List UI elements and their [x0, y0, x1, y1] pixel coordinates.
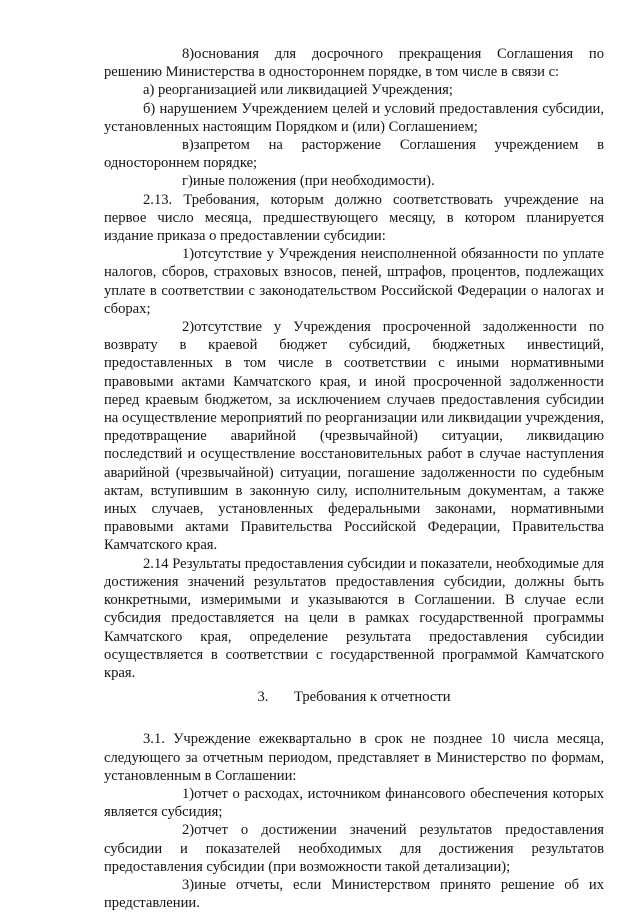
paragraph-v [104, 136, 604, 172]
section-title: Требования к отчетности [293, 689, 451, 706]
document-body [104, 45, 604, 912]
item-number: 1) [182, 785, 195, 802]
paragraph-text: запретом на расторжение Соглашения учреждением в одностороннем порядке; [104, 137, 604, 172]
paragraph-text: иные положения (при необходимости). [192, 173, 435, 190]
paragraph-2-13 [104, 191, 604, 246]
paragraph-3-1-3 [104, 876, 604, 912]
paragraph-text: 2.13. Требования, которым должно соответствовать учреждение на первое число месяца, предшествующего месяцу, в котором планируется издание приказа о предоставлении субсидии: [104, 191, 604, 245]
paragraph-a [104, 81, 604, 99]
paragraph-8 [104, 45, 604, 81]
item-number: 8) [182, 46, 195, 62]
paragraph-2-13-1 [104, 245, 604, 318]
section-heading [104, 688, 604, 706]
section-number: 3. [257, 689, 269, 706]
paragraph-2-13-2 [104, 318, 604, 555]
item-number: 2) [182, 319, 195, 336]
paragraph-text: отсутствие у Учреждения неисполненной обязанности по уплате налогов, сборов, страховых взносов, пеней, штрафов, процентов, подлежащих уплате в соответствии с законодательством Российской Федерации о налогах и сборах; [104, 246, 604, 317]
paragraph-text: основания для досрочного прекращения Соглашения по решению Министерства в одностороннем порядке, в том числе в связи с: [104, 46, 604, 81]
item-number: 2) [182, 822, 195, 839]
paragraph-text: 2.14 Результаты предоставления субсидии и показатели, необходимые для достижения значений результатов предоставления субсидии, должны быть конкретными, измеримыми и указываются в Соглашении. В случае если субсидия предоставляется на цели в рамках государственной программы Камчатского края, определение результата предоставления субсидии осуществляется в соответствии с государственной программой Камчатского края. [104, 555, 604, 681]
paragraph-text: отчет о достижении значений результатов предоставления субсидии и показателей необходимых для достижения результатов предоставления субсидии (при возможности такой детализации); [104, 822, 604, 875]
item-number: 3) [182, 876, 195, 893]
item-number: г) [182, 173, 193, 190]
item-number: в) [182, 137, 194, 154]
paragraph-text: а) реорганизацией или ликвидацией Учреждения; [143, 82, 453, 99]
paragraph-2-14 [104, 555, 604, 682]
paragraph-text: б) нарушением Учреждением целей и условий предоставления субсидии, установленных настоящим Порядком и (или) Соглашением; [104, 100, 604, 135]
paragraph-3-1-2 [104, 821, 604, 876]
paragraph-text: отчет о расходах, источником финансового обеспечения которых является субсидия; [104, 785, 604, 821]
paragraph-g [104, 172, 604, 190]
item-number: 1) [182, 246, 195, 263]
paragraph-3-1-1 [104, 785, 604, 821]
paragraph-b [104, 100, 604, 136]
paragraph-3-1 [104, 730, 604, 785]
paragraph-text: 3.1. Учреждение ежеквартально в срок не позднее 10 числа месяца, следующего за отчетным периодом, представляет в Министерство по формам, установленным в Соглашении: [104, 731, 604, 784]
paragraph-text: иные отчеты, если Министерством принято решение об их представлении. [104, 876, 604, 912]
paragraph-text: отсутствие у Учреждения просроченной задолженности по возврату в краевой бюджет субсидий, бюджетных инвестиций, предоставленных в том числе в соответствии с иными нормативными правовыми актами Камчатского края, и иной просроченной задолженности перед краевым бюджетом, за исключением случаев предоставления субсидии на осуществление мероприятий по реорганизации или ликвидации учреждения, предотвращение аварийной (чрезвычайной) ситуации, ликвидацию последствий и осуществление восстановительных работ в случае наступления аварийной (чрезвычайной) ситуации, погашение задолженности по судебным актам, вступившим в законную силу, исполнительным документам, а также иных случаев, установленных федеральными законами, нормативными правовыми актами Правительства Российской Федерации, Правительства Камчатского края. [104, 319, 604, 554]
